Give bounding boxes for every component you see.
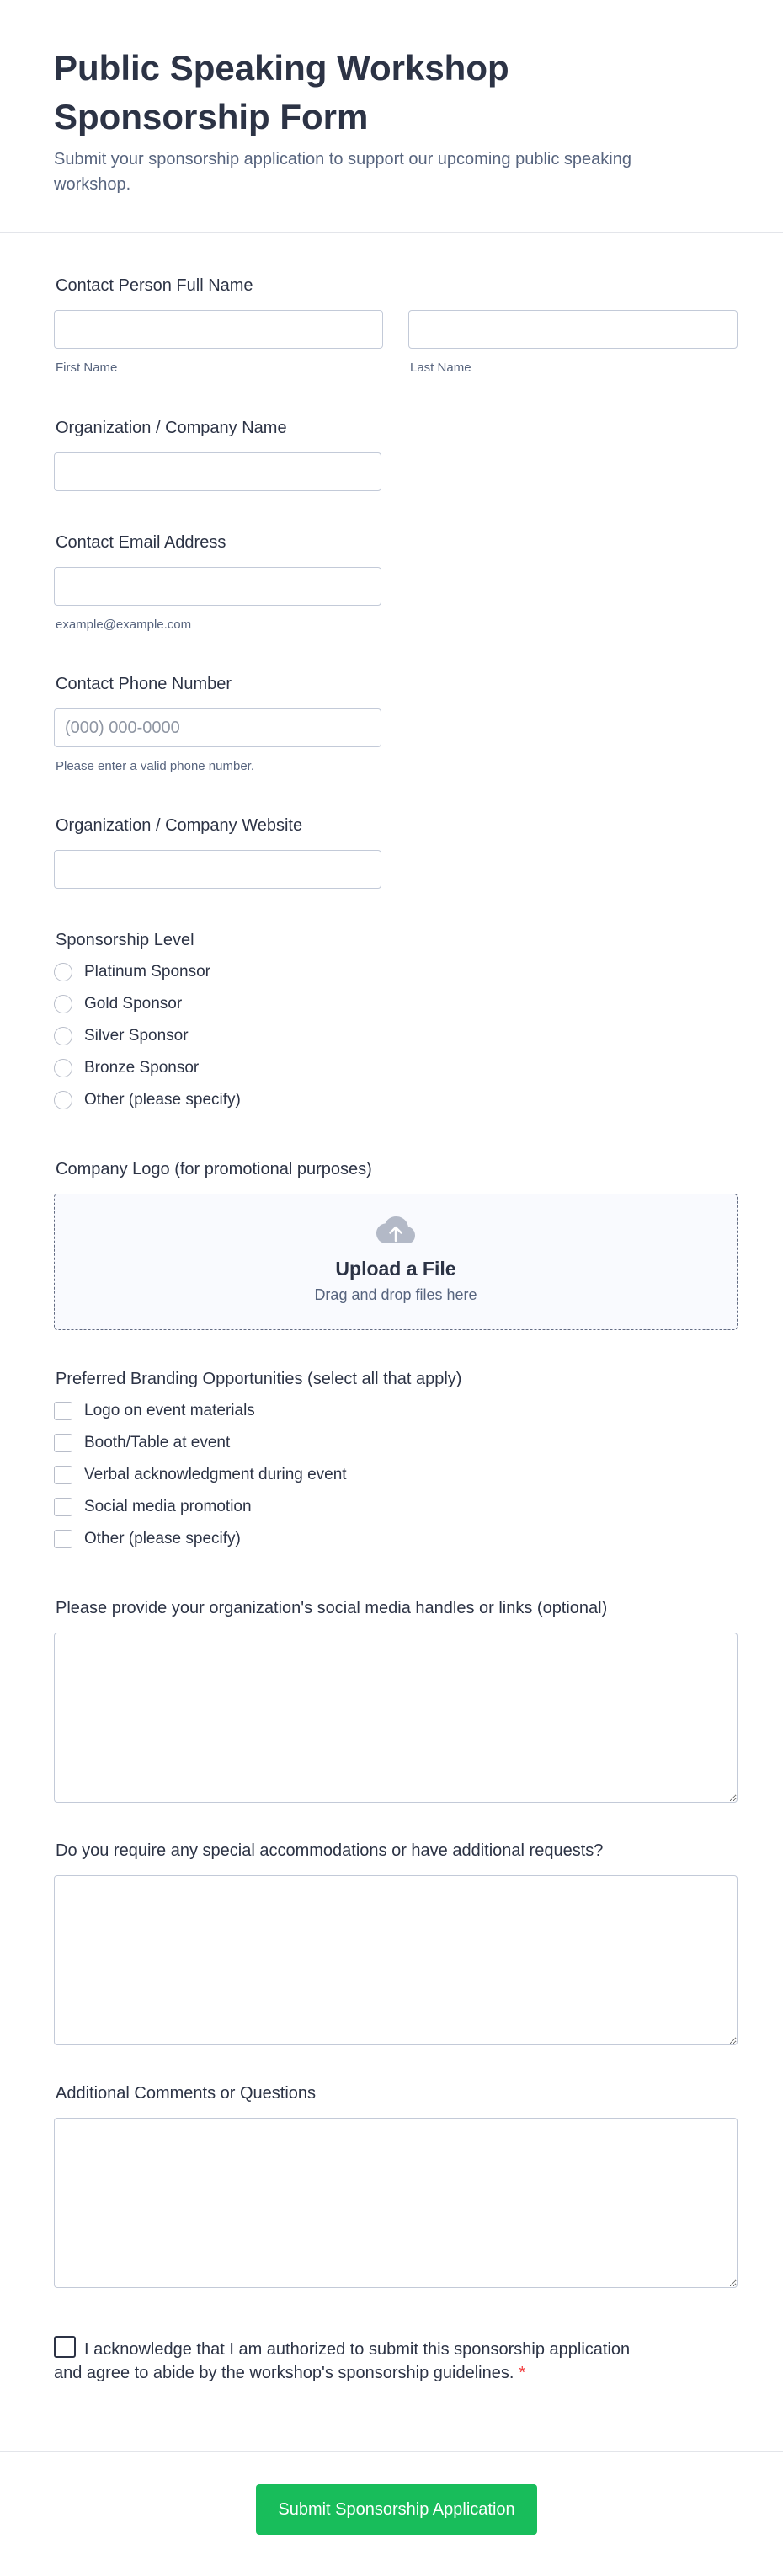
- option-label: Verbal acknowledgment during event: [84, 1466, 347, 1483]
- comments-textarea[interactable]: [54, 2118, 738, 2288]
- option-label: Bronze Sponsor: [84, 1059, 200, 1077]
- branding-option-social[interactable]: [54, 1491, 738, 1523]
- branding-option-verbal[interactable]: [54, 1459, 738, 1491]
- phone-input[interactable]: [54, 708, 381, 747]
- phone-field: [54, 673, 738, 774]
- first-name-input[interactable]: [54, 310, 383, 349]
- branding-label: Preferred Branding Opportunities (select all that apply): [56, 1370, 462, 1388]
- social-media-label: Please provide your organization's social media handles or links (optional): [56, 1599, 608, 1617]
- upload-title: Upload a File: [335, 1258, 456, 1280]
- accommodations-textarea[interactable]: [54, 1875, 738, 2045]
- option-label: Other (please specify): [84, 1530, 241, 1547]
- upload-hint: Drag and drop files here: [314, 1286, 477, 1303]
- sponsorship-option-silver[interactable]: [54, 1020, 738, 1052]
- form-title: Public Speaking Workshop Sponsorship Form: [54, 48, 509, 136]
- email-label: Contact Email Address: [56, 533, 226, 552]
- form-footer: [0, 2451, 783, 2576]
- website-field: [54, 815, 738, 889]
- website-input[interactable]: [54, 850, 381, 889]
- radio-button[interactable]: [54, 1091, 72, 1109]
- last-name-sublabel: Last Name: [410, 361, 471, 375]
- form-header: [0, 0, 783, 233]
- sponsorship-level-field: [54, 929, 738, 1116]
- form-subtitle: Submit your sponsorship application to support our upcoming public speaking workshop.: [54, 150, 631, 194]
- option-label: Gold Sponsor: [84, 995, 183, 1013]
- logo-upload-label: Company Logo (for promotional purposes): [56, 1160, 372, 1178]
- comments-field: [54, 2082, 738, 2288]
- contact-name-label: Contact Person Full Name: [56, 276, 253, 295]
- logo-upload-field: [54, 1158, 738, 1330]
- option-label: Booth/Table at event: [84, 1434, 231, 1451]
- radio-button[interactable]: [54, 963, 72, 981]
- organization-field: [54, 417, 738, 491]
- radio-button[interactable]: [54, 1027, 72, 1045]
- acknowledgment-text: I acknowledge that I am authorized to submit this sponsorship application and agree to abide by the workshop's sponsorship guidelines.: [54, 2340, 631, 2382]
- email-field: [54, 532, 738, 633]
- contact-name-field: [54, 275, 738, 376]
- social-media-field: [54, 1597, 738, 1803]
- cloud-upload-icon: [375, 1215, 417, 1245]
- option-label: Social media promotion: [84, 1498, 252, 1515]
- social-media-textarea[interactable]: [54, 1633, 738, 1803]
- branding-option-logo[interactable]: [54, 1395, 738, 1427]
- email-sublabel: example@example.com: [56, 617, 192, 632]
- first-name-sublabel: First Name: [56, 361, 118, 375]
- acknowledgment-checkbox[interactable]: [54, 2336, 76, 2358]
- option-label: Silver Sponsor: [84, 1027, 189, 1045]
- branding-option-other[interactable]: [54, 1523, 738, 1555]
- organization-label: Organization / Company Name: [56, 419, 287, 437]
- option-label: Platinum Sponsor: [84, 963, 210, 981]
- file-upload-dropzone[interactable]: [54, 1194, 738, 1330]
- sponsorship-option-platinum[interactable]: [54, 956, 738, 988]
- organization-input[interactable]: [54, 452, 381, 491]
- checkbox[interactable]: [54, 1498, 72, 1516]
- phone-label: Contact Phone Number: [56, 675, 232, 693]
- acknowledgment-option[interactable]: [54, 2336, 660, 2385]
- website-label: Organization / Company Website: [56, 816, 303, 835]
- checkbox[interactable]: [54, 1402, 72, 1420]
- email-input[interactable]: [54, 567, 381, 606]
- accommodations-field: [54, 1840, 738, 2045]
- branding-field: [54, 1368, 738, 1555]
- accommodations-label: Do you require any special accommodations or have additional requests?: [56, 1841, 604, 1860]
- phone-sublabel: Please enter a valid phone number.: [56, 759, 254, 773]
- radio-button[interactable]: [54, 995, 72, 1013]
- checkbox[interactable]: [54, 1530, 72, 1548]
- sponsorship-option-bronze[interactable]: [54, 1052, 738, 1084]
- acknowledgment-field: [54, 2336, 738, 2385]
- option-label: Logo on event materials: [84, 1402, 255, 1419]
- sponsorship-option-gold[interactable]: [54, 988, 738, 1020]
- last-name-input[interactable]: [408, 310, 738, 349]
- checkbox[interactable]: [54, 1434, 72, 1452]
- option-label: Other (please specify): [84, 1091, 241, 1109]
- comments-label: Additional Comments or Questions: [56, 2084, 317, 2103]
- sponsorship-option-other[interactable]: [54, 1084, 738, 1116]
- required-mark: *: [519, 2364, 526, 2382]
- sponsorship-level-label: Sponsorship Level: [56, 931, 194, 949]
- submit-button[interactable]: Submit Sponsorship Application: [256, 2484, 537, 2535]
- radio-button[interactable]: [54, 1059, 72, 1077]
- branding-option-booth[interactable]: [54, 1427, 738, 1459]
- checkbox[interactable]: [54, 1466, 72, 1484]
